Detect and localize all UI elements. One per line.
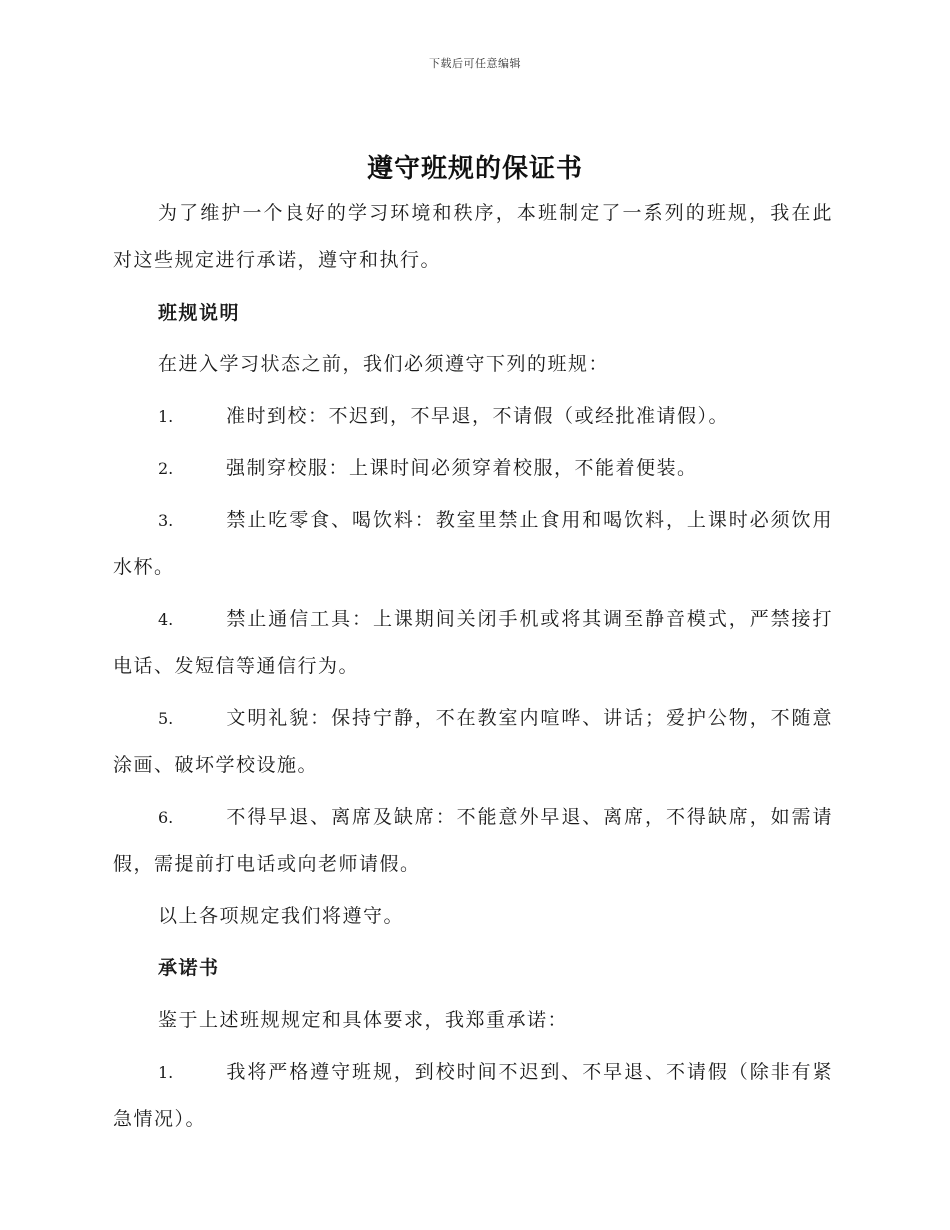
pledge-lead-paragraph: 鉴于上述班规规定和具体要求，我郑重承诺：	[158, 1009, 569, 1031]
list-item-text: 禁止吃零食、喝饮料：教室里禁止食用和喝饮料，上课时必须饮用水杯。	[113, 509, 833, 578]
intro-paragraph: 为了维护一个良好的学习环境和秩序，本班制定了一系列的班规，我在此对这些规定进行承诺，遵守和执行。	[113, 202, 833, 271]
list-item-number: 1.	[158, 1063, 174, 1082]
section-heading-rules: 班规说明	[158, 302, 241, 324]
rules-closing-paragraph: 以上各项规定我们将遵守。	[158, 905, 405, 927]
list-item-number: 6.	[158, 808, 174, 827]
list-item	[113, 445, 833, 492]
list-item-number: 2.	[158, 459, 174, 478]
list-item-text: 禁止通信工具：上课期间关闭手机或将其调至静音模式，严禁接打电话、发短信等通信行为。	[113, 608, 833, 677]
list-item	[113, 596, 833, 690]
list-item	[113, 497, 833, 591]
pledge-list	[113, 1049, 833, 1143]
rules-list	[113, 393, 833, 888]
list-item	[113, 695, 833, 789]
list-item	[113, 393, 833, 440]
list-item-number: 5.	[158, 709, 174, 728]
document-title: 遵守班规的保证书	[366, 154, 583, 184]
list-item-text: 我将严格遵守班规，到校时间不迟到、不早退、不请假（除非有紧急情况）。	[113, 1061, 833, 1130]
list-item-number: 1.	[158, 407, 174, 426]
document-body	[113, 190, 833, 1143]
section-heading-pledge: 承诺书	[158, 957, 220, 979]
list-item-text: 强制穿校服：上课时间必须穿着校服，不能着便装。	[226, 457, 698, 479]
list-item-text: 不得早退、离席及缺席：不能意外早退、离席，不得缺席，如需请假，需提前打电话或向老师请假。	[113, 806, 833, 875]
list-item	[113, 794, 833, 888]
rules-lead-paragraph: 在进入学习状态之前，我们必须遵守下列的班规：	[158, 353, 610, 375]
list-item-text: 文明礼貌：保持宁静，不在教室内喧哗、讲话；爱护公物，不随意涂画、破坏学校设施。	[113, 707, 833, 776]
list-item-number: 3.	[158, 511, 174, 530]
list-item-text: 准时到校：不迟到，不早退，不请假（或经批准请假）。	[226, 405, 730, 427]
list-item	[113, 1049, 833, 1143]
header-note: 下载后可任意编辑	[429, 57, 521, 70]
list-item-number: 4.	[158, 610, 174, 629]
